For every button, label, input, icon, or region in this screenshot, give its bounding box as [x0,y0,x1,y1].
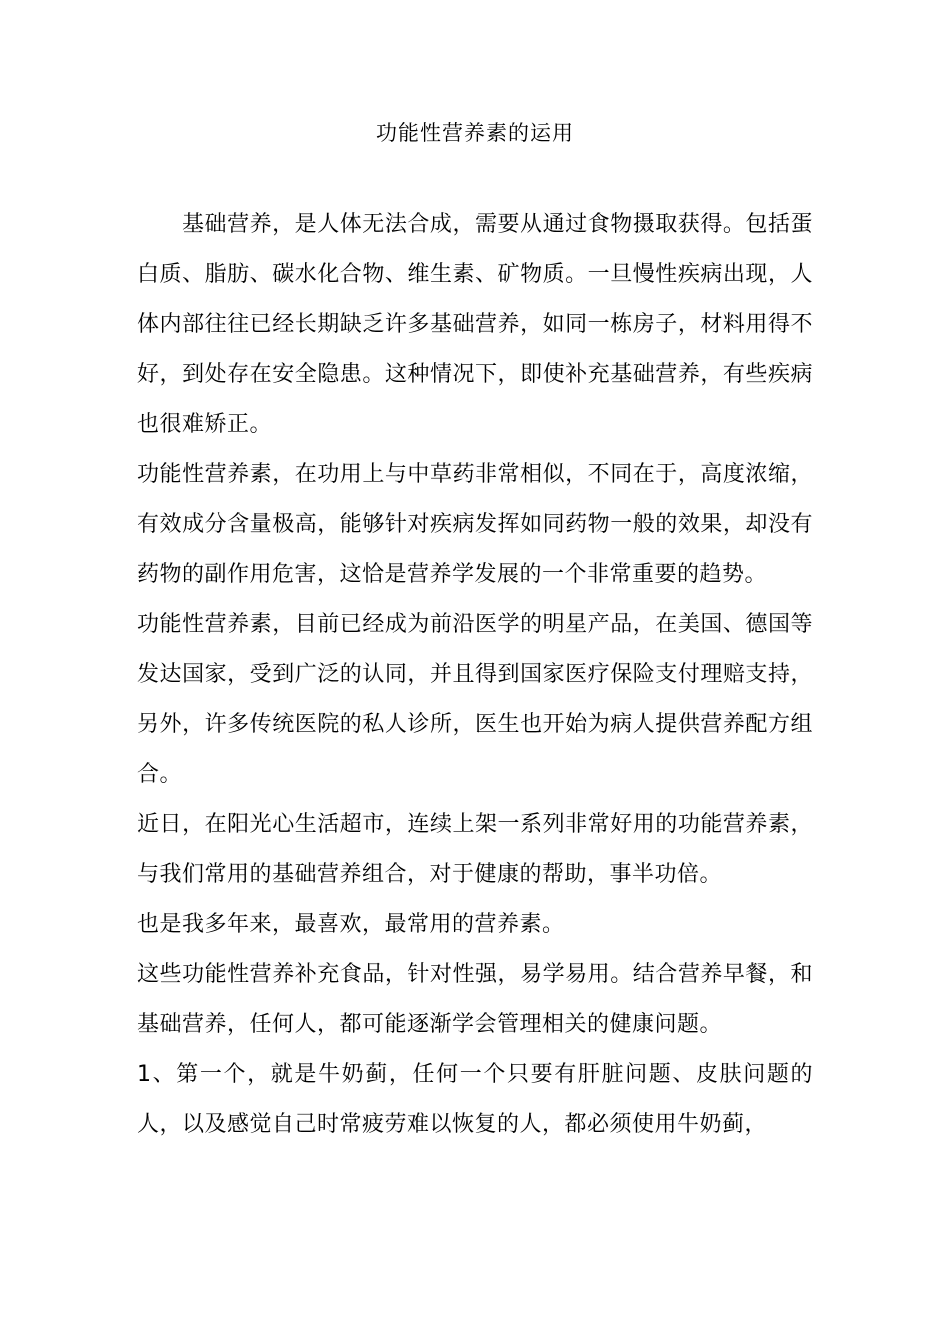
paragraph-supplements: 这些功能性营养补充食品，针对性强，易学易用。结合营养早餐，和基础营养，任何人，都可能逐渐学会管理相关的健康问题。 [137,962,813,1037]
document-body [137,200,813,1150]
paragraph-frontier-medicine: 功能性营养素，目前已经成为前沿医学的明星产品，在美国、德国等发达国家，受到广泛的认同，并且得到国家医疗保险支付理赔支持，另外，许多传统医院的私人诊所，医生也开始为病人提供营养配方组合。 [137,612,813,787]
paragraph-basic-nutrition: 基础营养，是人体无法合成，需要从通过食物摄取获得。包括蛋白质、脂肪、碳水化合物、维生素、矿物质。一旦慢性疾病出现，人体内部往往已经长期缺乏许多基础营养，如同一栋房子，材料用得不好，到处存在安全隐患。这种情况下，即使补充基础营养，有些疾病也很难矫正。 [137,212,813,437]
paragraph-favorite: 也是我多年来，最喜欢，最常用的营养素。 [137,912,565,937]
paragraph-functional-nutrients: 功能性营养素，在功用上与中草药非常相似，不同在于，高度浓缩，有效成分含量极高，能够针对疾病发挥如同药物一般的效果，却没有药物的副作用危害，这恰是营养学发展的一个非常重要的趋势。 [137,462,813,587]
document-title: 功能性营养素的运用 [376,121,574,145]
paragraph-milk-thistle: 1、第一个，就是牛奶蓟，任何一个只要有肝脏问题、皮肤问题的人，以及感觉自己时常疲劳难以恢复的人，都必须使用牛奶蓟， [137,1062,813,1137]
paragraph-supermarket: 近日，在阳光心生活超市，连续上架一系列非常好用的功能营养素，与我们常用的基础营养组合，对于健康的帮助，事半功倍。 [137,812,813,887]
